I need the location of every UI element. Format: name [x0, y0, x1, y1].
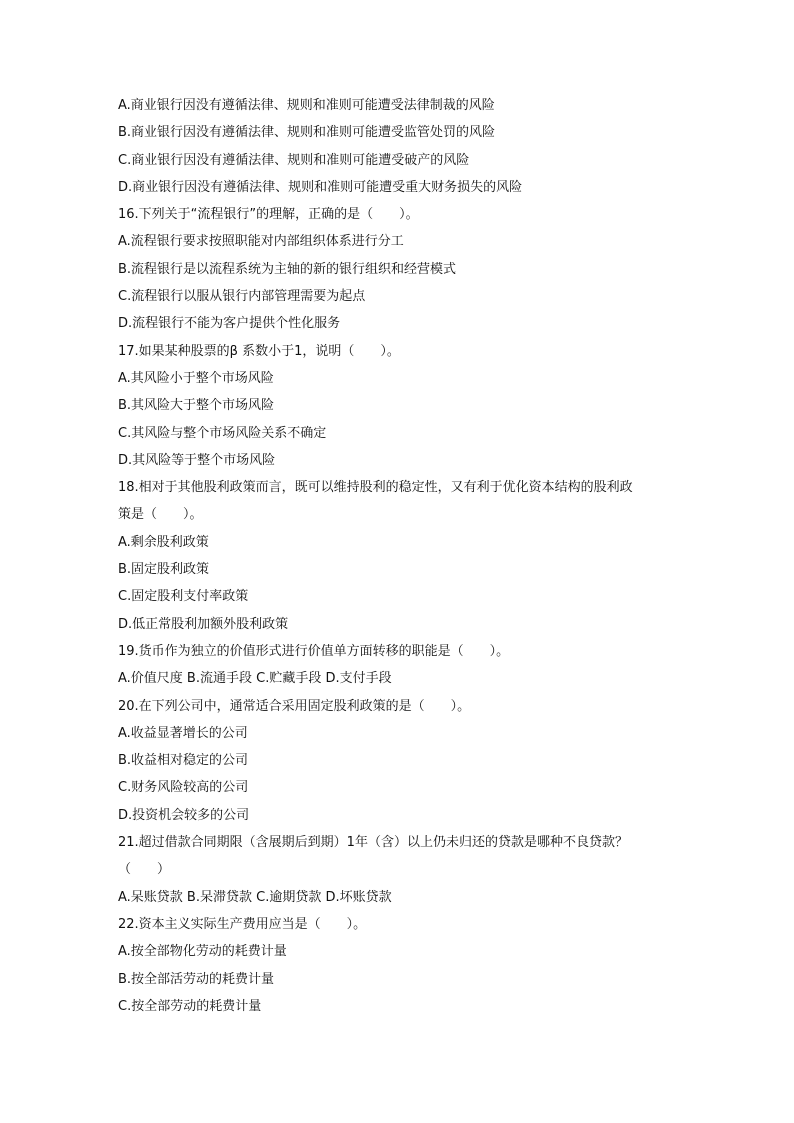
question-16: 16.下列关于“流程银行”的理解，正确的是（ ）。 — [118, 207, 419, 223]
text-line: A.剩余股利政策 — [118, 534, 209, 550]
text-line: A.其风险小于整个市场风险 — [118, 370, 274, 386]
text-line: A.呆账贷款 B.呆滞贷款 C.逾期贷款 D.坏账贷款 — [118, 889, 392, 905]
question-18-cont: 策是（ ）。 — [118, 507, 203, 523]
question-21-cont: （ ） — [118, 862, 171, 878]
text-line: B.流程银行是以流程系统为主轴的新的银行组织和经营模式 — [118, 261, 457, 277]
text-line: A.收益显著增长的公司 — [118, 725, 248, 741]
question-21: 21.超过借款合同期限（含展期后到期）1年（含）以上仍未归还的贷款是哪种不良贷款？ — [118, 835, 628, 851]
text-line: A.价值尺度 B.流通手段 C.贮藏手段 D.支付手段 — [118, 671, 392, 687]
text-line: B.商业银行因没有遵循法律、规则和准则可能遭受监管处罚的风险 — [118, 125, 496, 141]
text-line: D.投资机会较多的公司 — [118, 807, 250, 823]
text-line: B.其风险大于整个市场风险 — [118, 398, 275, 414]
text-line: A.商业银行因没有遵循法律、规则和准则可能遭受法律制裁的风险 — [118, 98, 495, 113]
question-18: 18.相对于其他股利政策而言，既可以维持股利的稳定性，又有利于优化资本结构的股利政 — [118, 480, 633, 496]
document-page — [118, 92, 688, 1020]
text-line: C.流程银行以服从银行内部管理需要为起点 — [118, 289, 366, 305]
text-line: D.商业银行因没有遵循法律、规则和准则可能遭受重大财务损失的风险 — [118, 179, 523, 195]
text-line: C.按全部劳动的耗费计量 — [118, 998, 262, 1014]
text-line: A.流程银行要求按照职能对内部组织体系进行分工 — [118, 234, 404, 250]
text-line: C.商业银行因没有遵循法律、规则和准则可能遭受破产的风险 — [118, 152, 470, 168]
text-line: B.固定股利政策 — [118, 562, 210, 578]
text-line: B.收益相对稳定的公司 — [118, 753, 249, 769]
text-line: D.流程银行不能为客户提供个性化服务 — [118, 316, 341, 332]
text-line: D.其风险等于整个市场风险 — [118, 452, 276, 468]
text-line: D.低正常股利加额外股利政策 — [118, 616, 289, 632]
text-line: B.按全部活劳动的耗费计量 — [118, 971, 275, 987]
question-19: 19.货币作为独立的价值形式进行价值单方面转移的职能是（ ）。 — [118, 643, 510, 659]
text-line: A.按全部物化劳动的耗费计量 — [118, 944, 287, 960]
text-line: C.其风险与整个市场风险关系不确定 — [118, 425, 327, 441]
text-line: C.固定股利支付率政策 — [118, 589, 249, 605]
question-20: 20.在下列公司中，通常适合采用固定股利政策的是（ ）。 — [118, 698, 471, 714]
question-17: 17.如果某种股票的β 系数小于1，说明（ ）。 — [118, 343, 400, 359]
text-line: C.财务风险较高的公司 — [118, 780, 249, 796]
question-22: 22.资本主义实际生产费用应当是（ ）。 — [118, 916, 367, 932]
